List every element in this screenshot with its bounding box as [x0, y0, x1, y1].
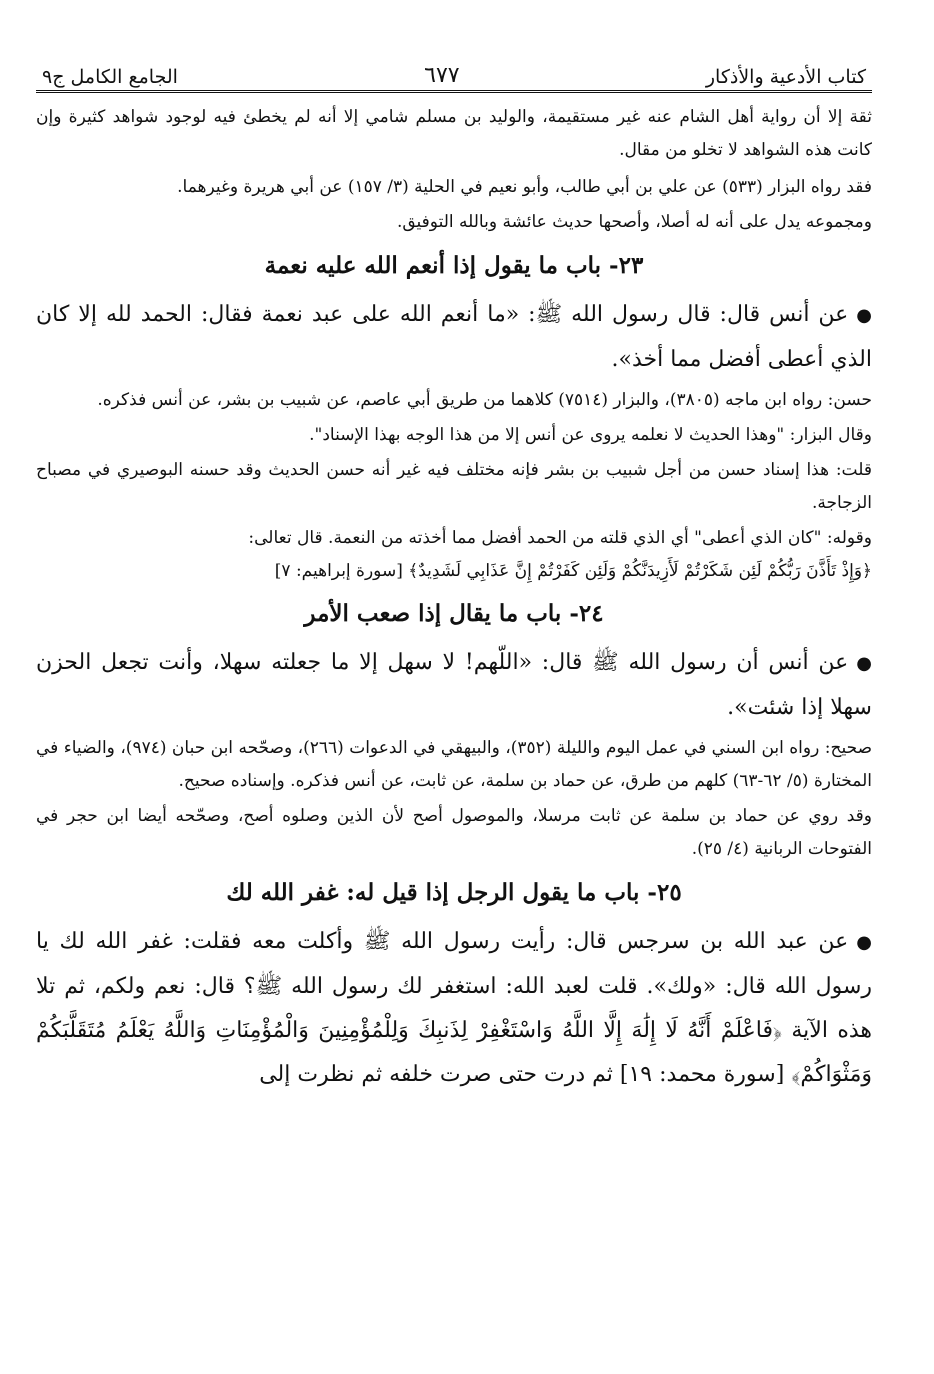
hadith-text [36, 293, 872, 382]
book-page [36, 52, 872, 1097]
bullet-icon: ● [856, 305, 873, 326]
hadith-body: عن أنس أن رسول الله ﷺ قال: «اللّهم! لا سهل إلا ما جعلته سهلا، وأنت تجعل الحزن سهلا إذا شئت». [36, 650, 872, 720]
hadith-body: عن أنس قال: قال رسول الله ﷺ: «ما أنعم الله على عبد نعمة فقال: الحمد لله إلا كان الذي أعطى أفضل مما أخذ». [36, 302, 872, 372]
bullet-icon: ● [856, 932, 872, 953]
takhrij-paragraph: قلت: هذا إسناد حسن من أجل شبيب بن بشر فإنه مختلف فيه غير أنه حسن الحديث وقد حسنه البوصيري في مصباح الزجاجة. [36, 460, 872, 513]
takhrij-paragraph: وقد روي عن حماد بن سلمة عن ثابت مرسلا، والموصول أصح لأن الذين وصلوه أصح، وصحّحه أيضا ابن حجر في الفتوحات الربانية (٤/ ٢٥). [36, 806, 872, 859]
hadith-text [36, 920, 872, 1097]
section-heading-23: ٢٣- باب ما يقول إذا أنعم الله عليه نعمة [264, 252, 644, 279]
footnote-paragraph: فقد رواه البزار (٥٣٣) عن علي بن أبي طالب، وأبو نعيم في الحلية (٣/ ١٥٧) عن أبي هريرة وغيرهما. [177, 177, 872, 197]
book-title: الجامع الكامل ج٩ [42, 66, 178, 88]
hadith-body: عن عبد الله بن سرجس قال: رأيت رسول الله ﷺ وأكلت معه فقلت: غفر الله لك يا رسول الله قال: «ولك». قلت لعبد الله: استغفر لك رسول الله ﷺ؟ قال: نعم ولكم، ثم تلا هذه الآية ﴿فَاعْلَمْ أَنَّهُ لَا إِلَٰهَ إِلَّا اللَّهُ وَاسْتَغْفِرْ لِذَنبِكَ وَلِلْمُؤْمِنِينَ وَالْمُؤْمِنَاتِ وَاللَّهُ يَعْلَمُ مُتَقَلَّبَكُمْ وَمَثْوَاكُمْ﴾ [سورة محمد: ١٩] ثم درت حتى صرت خلفه ثم نظرت إلى [36, 929, 872, 1087]
takhrij-paragraph: وقوله: "كان الذي أعطى" أي الذي قلته من الحمد أفضل مما أخذته من النعمة. قال تعالى: [248, 528, 872, 548]
quran-verse: ﴿وَإِذْ تَأَذَّنَ رَبُّكُمْ لَئِن شَكَرْتُمْ لَأَزِيدَنَّكُمْ وَلَئِن كَفَرْتُمْ إِنَّ عَذَابِي لَشَدِيدٌ﴾ [سورة إبراهيم: ٧] [274, 561, 872, 581]
section-heading-25: ٢٥- باب ما يقول الرجل إذا قيل له: غفر الله لك [226, 879, 682, 906]
page-header [36, 52, 872, 93]
section-heading-24: ٢٤- باب ما يقال إذا صعب الأمر [304, 600, 604, 627]
takhrij-paragraph: حسن: رواه ابن ماجه (٣٨٠٥)، والبزار (٧٥١٤) كلاهما من طريق أبي عاصم، عن شبيب بن بشر، عن أنس فذكره. [97, 390, 872, 410]
chapter-title: كتاب الأدعية والأذكار [705, 66, 866, 88]
bullet-icon: ● [856, 653, 872, 674]
hadith-text [36, 641, 872, 730]
takhrij-paragraph: صحيح: رواه ابن السني في عمل اليوم والليلة (٣٥٢)، والبيهقي في الدعوات (٢٦٦)، وصحّحه ابن حبان (٩٧٤)، والضياء في المختارة (٥/ ٦٢-٦٣) كلهم من طرق، عن حماد بن سلمة، عن ثابت، عن أنس فذكره. وإسناده صحيح. [36, 738, 872, 791]
footnote-paragraph: ثقة إلا أن رواية أهل الشام عنه غير مستقيمة، والوليد بن مسلم شامي إلا أنه لم يخطئ فيه لوجود شواهد كثيرة وإن كانت هذه الشواهد لا تخلو من مقال. [36, 107, 872, 160]
footnote-paragraph: ومجموعه يدل على أنه له أصلا، وأصحها حديث عائشة وبالله التوفيق. [396, 212, 872, 232]
takhrij-paragraph: وقال البزار: "وهذا الحديث لا نعلمه يروى عن أنس إلا من هذا الوجه بهذا الإسناد". [309, 425, 872, 445]
page-number: ٦٧٧ [424, 63, 460, 88]
